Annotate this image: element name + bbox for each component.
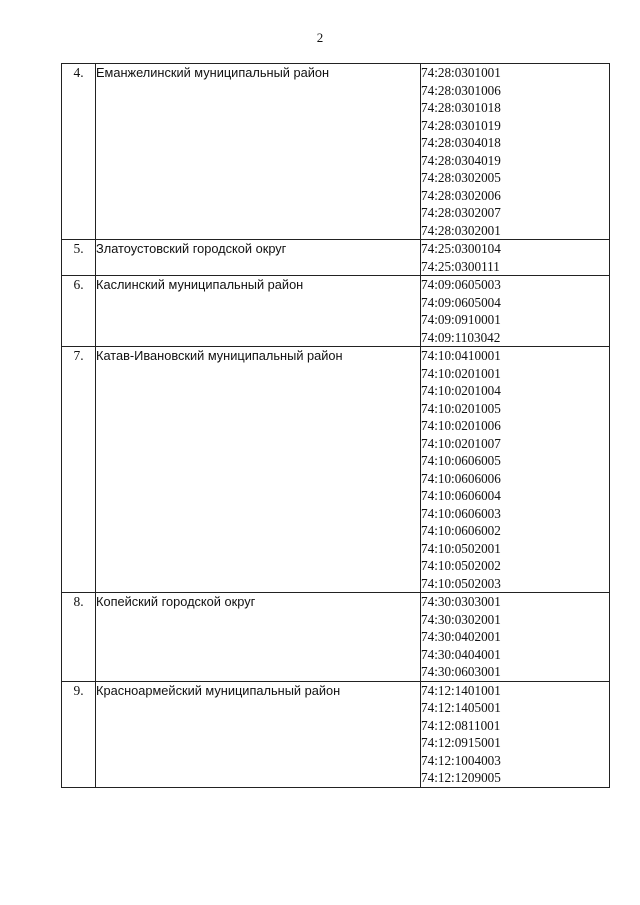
cadastral-code: 74:25:0300104 bbox=[421, 241, 501, 256]
cadastral-code: 74:09:0605003 bbox=[421, 277, 501, 292]
table-row bbox=[62, 347, 610, 593]
municipality-name: Копейский городской округ bbox=[96, 593, 421, 682]
cadastral-code: 74:28:0304018 bbox=[421, 135, 501, 150]
row-number: 6. bbox=[62, 276, 96, 347]
table-row bbox=[62, 681, 610, 787]
cadastral-codes-cell bbox=[421, 64, 610, 240]
cadastral-code: 74:28:0302006 bbox=[421, 187, 501, 203]
cadastral-code: 74:12:1209005 bbox=[421, 770, 501, 785]
table-row bbox=[62, 64, 610, 240]
municipality-name: Красноармейский муниципальный район bbox=[96, 681, 421, 787]
page-number: 2 bbox=[316, 30, 324, 45]
cadastral-code: 74:30:0402001 bbox=[421, 629, 501, 644]
row-number: 7. bbox=[62, 347, 96, 593]
municipality-name: Каслинский муниципальный район bbox=[96, 276, 421, 347]
table-row bbox=[62, 240, 610, 276]
cadastral-code: 74:28:0302001 bbox=[421, 222, 501, 238]
cadastral-code: 74:10:0606004 bbox=[421, 488, 501, 503]
cadastral-code: 74:12:0915001 bbox=[421, 735, 501, 750]
cadastral-code: 74:12:1401001 bbox=[421, 682, 501, 698]
cadastral-code: 74:10:0410001 bbox=[421, 348, 501, 363]
cadastral-code: 74:09:0910001 bbox=[421, 312, 501, 327]
cadastral-code: 74:10:0201006 bbox=[421, 418, 501, 433]
municipality-name: Златоустовский городской округ bbox=[96, 240, 421, 276]
municipality-name: Еманжелинский муниципальный район bbox=[96, 64, 421, 240]
row-number: 4. bbox=[62, 64, 96, 240]
cadastral-code: 74:28:0301019 bbox=[421, 117, 501, 133]
cadastral-code: 74:10:0606002 bbox=[421, 523, 501, 538]
cadastral-code: 74:10:0201005 bbox=[421, 400, 501, 416]
cadastral-code: 74:10:0606003 bbox=[421, 505, 501, 521]
cadastral-code: 74:30:0404001 bbox=[421, 646, 501, 662]
cadastral-quarters-table bbox=[61, 63, 610, 788]
cadastral-code: 74:10:0606005 bbox=[421, 453, 501, 468]
cadastral-code: 74:10:0502002 bbox=[421, 558, 501, 573]
cadastral-code: 74:30:0603001 bbox=[421, 664, 501, 679]
cadastral-code: 74:28:0301018 bbox=[421, 100, 501, 115]
cadastral-code: 74:30:0302001 bbox=[421, 611, 501, 627]
cadastral-code: 74:10:0606006 bbox=[421, 470, 501, 486]
cadastral-code: 74:10:0201007 bbox=[421, 435, 501, 451]
cadastral-code: 74:10:0502001 bbox=[421, 540, 501, 556]
cadastral-code: 74:28:0301006 bbox=[421, 82, 501, 98]
cadastral-codes-cell bbox=[421, 276, 610, 347]
cadastral-code: 74:28:0304019 bbox=[421, 152, 501, 168]
cadastral-codes-cell bbox=[421, 681, 610, 787]
cadastral-code: 74:28:0302005 bbox=[421, 170, 501, 185]
cadastral-codes-cell bbox=[421, 593, 610, 682]
row-number: 8. bbox=[62, 593, 96, 682]
cadastral-code: 74:30:0303001 bbox=[421, 594, 501, 609]
cadastral-code: 74:10:0502003 bbox=[421, 575, 501, 591]
row-number: 5. bbox=[62, 240, 96, 276]
cadastral-code: 74:12:0811001 bbox=[421, 717, 501, 733]
cadastral-codes-cell bbox=[421, 240, 610, 276]
cadastral-code: 74:28:0302007 bbox=[421, 205, 501, 220]
table-body bbox=[62, 64, 610, 788]
municipality-name: Катав-Ивановский муниципальный район bbox=[96, 347, 421, 593]
table-row bbox=[62, 276, 610, 347]
cadastral-code: 74:10:0201004 bbox=[421, 383, 501, 398]
cadastral-code: 74:09:1103042 bbox=[421, 329, 501, 345]
cadastral-code: 74:12:1405001 bbox=[421, 700, 501, 715]
cadastral-code: 74:12:1004003 bbox=[421, 752, 501, 768]
row-number: 9. bbox=[62, 681, 96, 787]
table-row bbox=[62, 593, 610, 682]
cadastral-code: 74:28:0301001 bbox=[421, 65, 501, 80]
cadastral-code: 74:09:0605004 bbox=[421, 294, 501, 310]
cadastral-code: 74:10:0201001 bbox=[421, 365, 501, 381]
cadastral-code: 74:25:0300111 bbox=[421, 258, 500, 274]
cadastral-codes-cell bbox=[421, 347, 610, 593]
